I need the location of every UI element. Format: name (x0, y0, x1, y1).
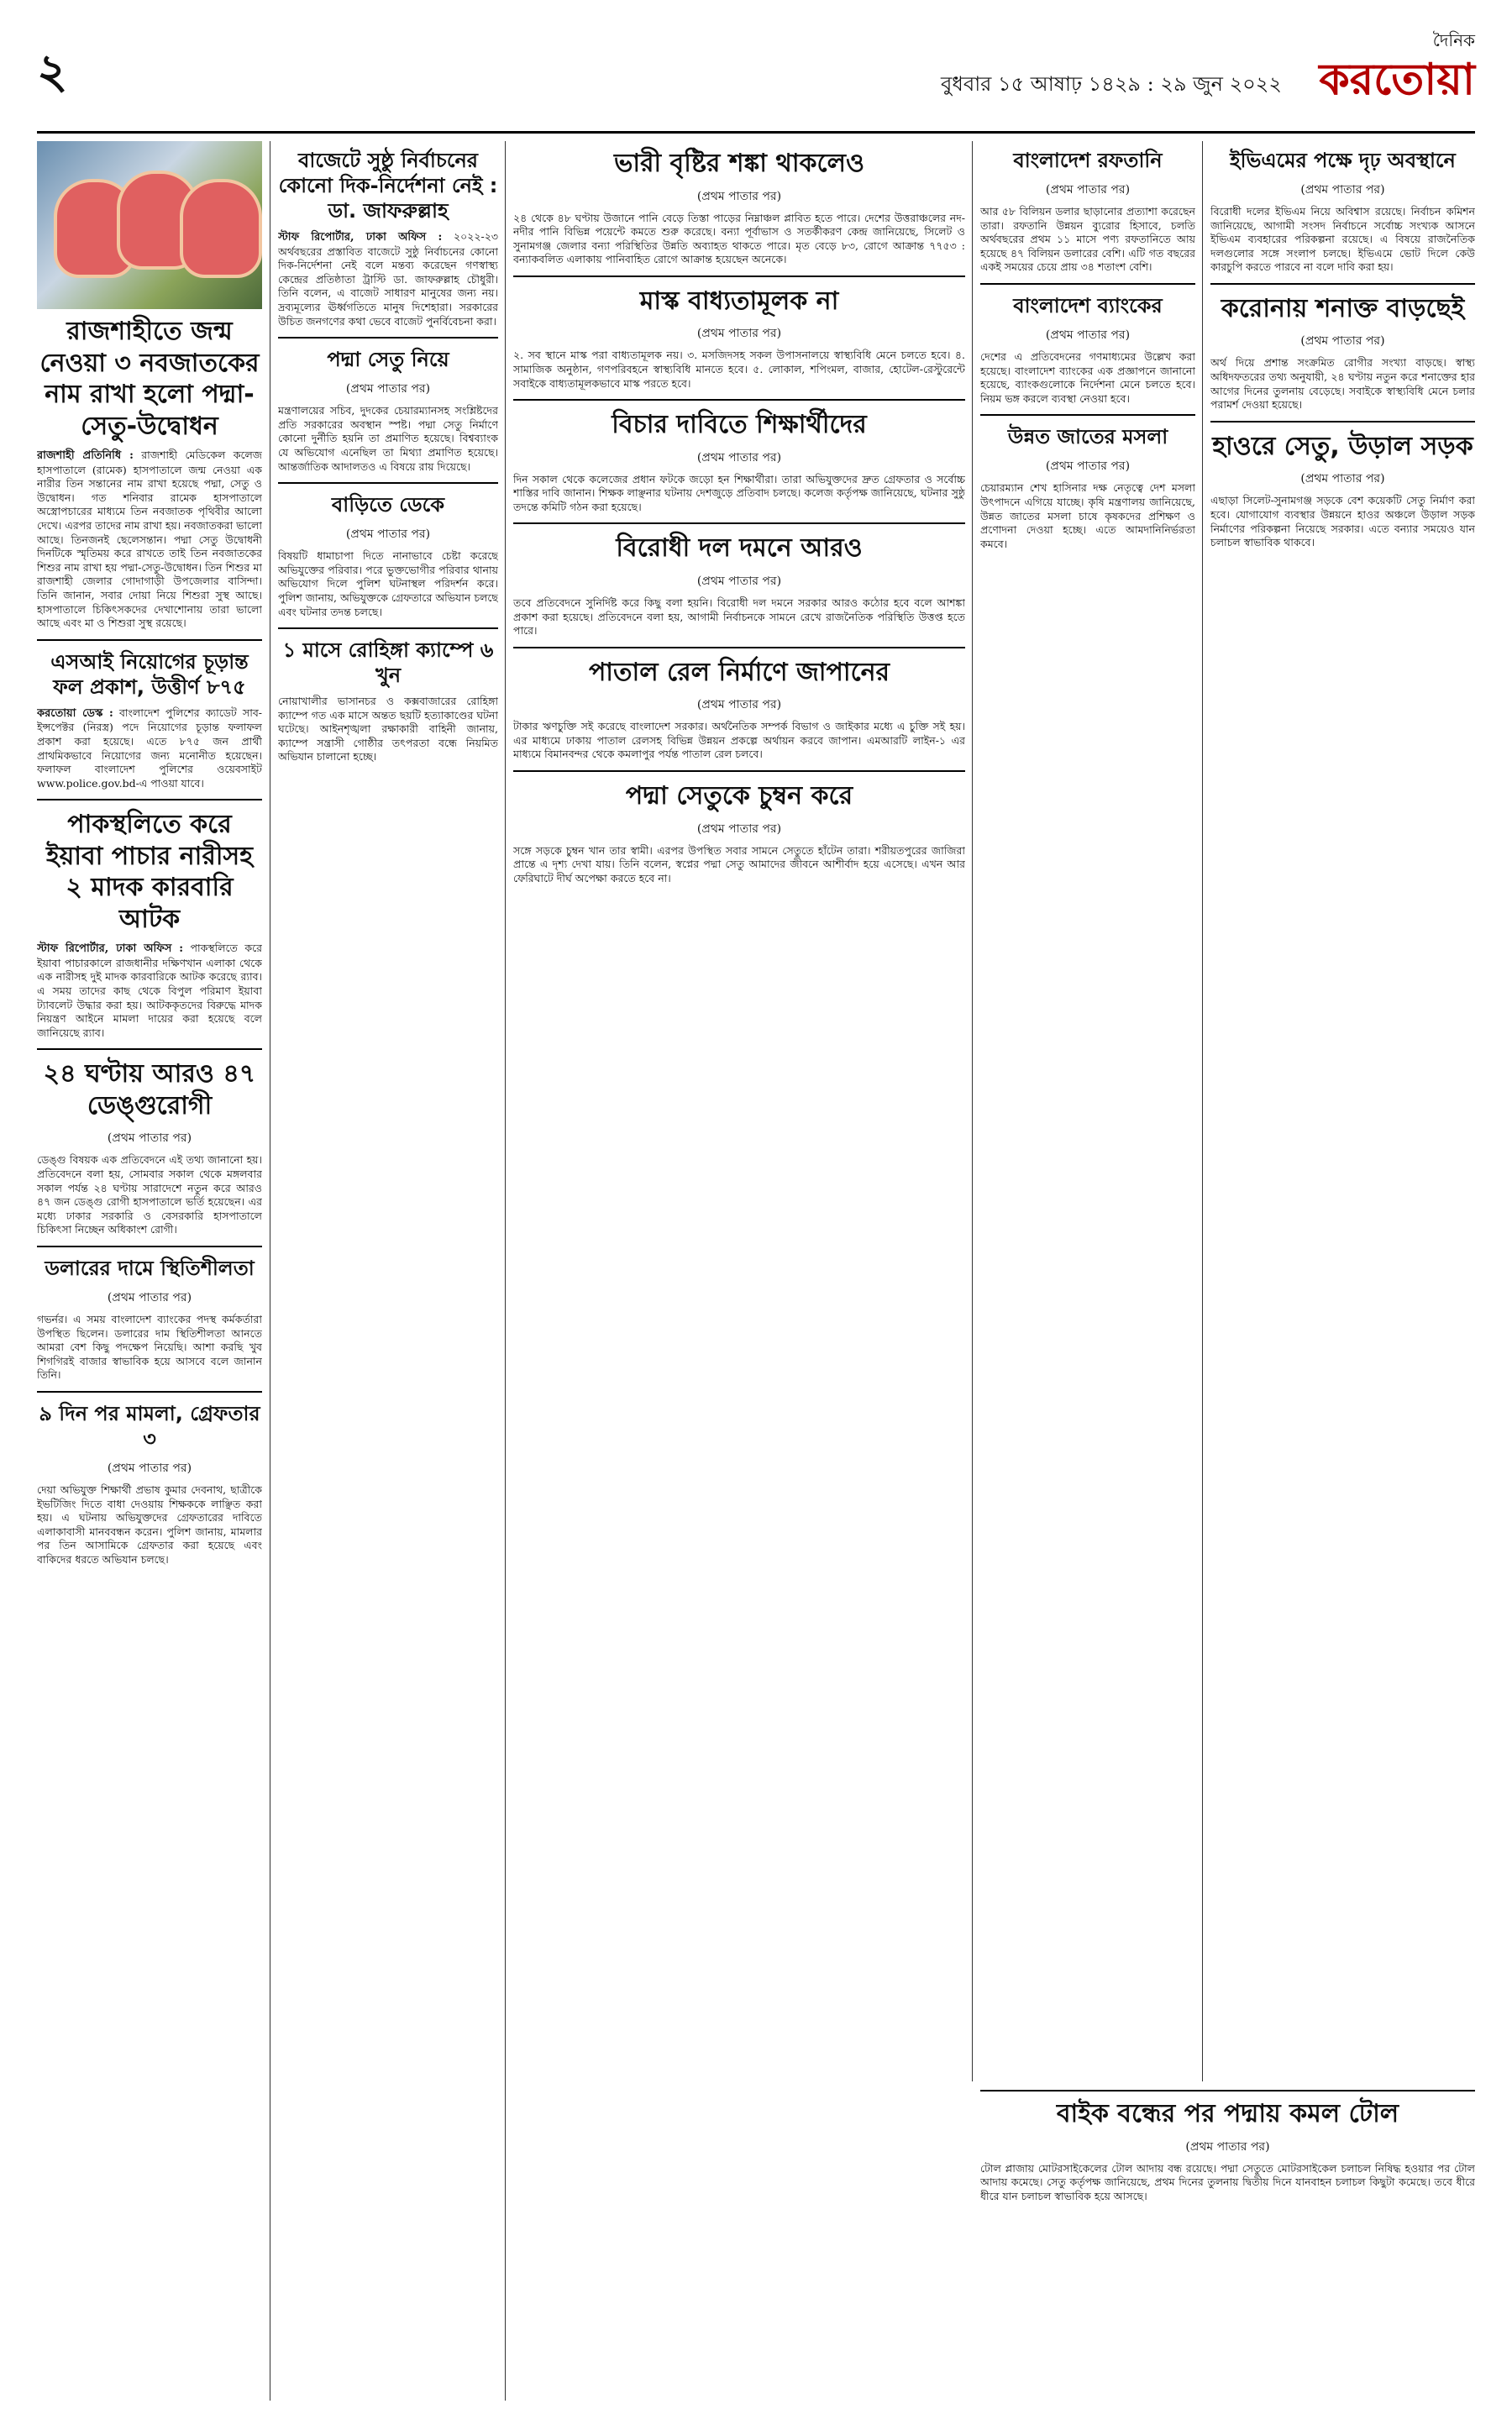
headline: করোনায় শনাক্ত বাড়ছেই (1221, 293, 1465, 323)
headline: পদ্মা সেতু নিয়ে (327, 348, 449, 372)
column-rule (505, 141, 506, 2401)
masthead (37, 24, 1475, 134)
continued-note: (প্রথম পাতার পর) (1045, 328, 1131, 342)
bottom-story (980, 2090, 1475, 2402)
column-rule (1202, 141, 1203, 2081)
continued-note: (প্রথম পাতার পর) (696, 189, 782, 203)
article-body: গভর্নর। এ সময় বাংলাদেশ ব্যাংকের পদস্থ কর্মকর্তারা উপস্থিত ছিলেন। ডলারের দাম স্থিতিশীলতা আনতে আমরা বেশ কিছু পদক্ষেপ নিয়েছি। আশা করছি খুব শিগগিরই বাজার স্বাভাবিক হয়ে আসবে বলে জানান তিনি। (37, 1313, 262, 1382)
article-body: এছাড়া সিলেট-সুনামগঞ্জ সড়কে বেশ কয়েকটি সেতু নির্মাণ করা হবে। যোগাযোগ ব্যবস্থার উন্নয়নে হাওর অঞ্চলে উড়াল সড়ক নির্মাণের পরিকল্পনা নিয়েছে সরকার। এতে বন্যার সময়েও যান চলাচল স্বাভাবিক থাকবে। (1210, 494, 1475, 549)
headline: বিচার দাবিতে শিক্ষার্থীদের (612, 410, 867, 440)
page-number: ২ (37, 44, 68, 99)
newborn-photo (37, 141, 262, 309)
article-body: দিন সকাল থেকে কলেজের প্রধান ফটকে জড়ো হন শিক্ষার্থীরা। তারা অভিযুক্তদের দ্রুত গ্রেফতার ও সর্বোচ্চ শাস্তির দাবি জানান। শিক্ষক লাঞ্ছনার ঘটনায় দেশজুড়ে প্রতিবাদ চলছে। কলেজ কর্তৃপক্ষ জানিয়েছে, ঘটনার সুষ্ঠু তদন্তে কমিটি গঠন করা হয়েছে। (513, 472, 965, 513)
continued-note: (প্রথম পাতার পর) (696, 698, 782, 712)
newspaper-page (37, 24, 1475, 2409)
article-body: বিষয়টি ধামাচাপা দিতে নানাভাবে চেষ্টা করেছে অভিযুক্তের পরিবার। পরে ভুক্তভোগীর পরিবার থানায় অভিযোগ দিলে পুলিশ ঘটনাস্থল পরিদর্শন করে। পুলিশ জানায়, অভিযুক্তকে গ্রেফতারে অভিযান চলছে এবং ঘটনার তদন্ত চলছে। (278, 549, 498, 618)
logo-top: দৈনিক (1432, 30, 1475, 50)
headline: পদ্মা সেতুকে চুম্বন করে (625, 781, 853, 811)
article-body: বিরোধী দলের ইভিএম নিয়ে অবিশ্বাস রয়েছে। নির্বাচন কমিশন জানিয়েছে, আগামী সংসদ নির্বাচনে সর্বোচ্চ সংখ্যক আসনে ইভিএম ব্যবহারের পরিকল্পনা রয়েছে। এ বিষয়ে রাজনৈতিক দলগুলোর সঙ্গে সংলাপ চলছে। ইভিএমে ভোট দিলে কেউ কারচুপি করতে পারবে না বলে দাবি করা হয়। (1210, 205, 1475, 274)
article-body: নোয়াখালীর ভাসানচর ও কক্সবাজারের রোহিঙ্গা ক্যাম্পে গত এক মাসে অন্তত ছয়টি হত্যাকাণ্ডের ঘটনা ঘটেছে। আইনশৃঙ্খলা রক্ষাকারী বাহিনী জানায়, ক্যাম্পে সন্ত্রাসী গোষ্ঠীর তৎপরতা বন্ধে নিয়মিত অভিযান চালানো হচ্ছে। (278, 695, 498, 764)
headline: ইভিএমের পক্ষে দৃঢ় অবস্থানে (1230, 149, 1456, 172)
article-body: ২৪ থেকে ৪৮ ঘণ্টায় উজানে পানি বেড়ে তিস্তা পাড়ের নিম্নাঞ্চল প্লাবিত হতে পারে। দেশের উত্তরাঞ্চলের নদ-নদীর পানি বিভিন্ন পয়েন্টে কমতে শুরু করেছে। বন্যা পূর্বাভাস ও সতর্কীকরণ কেন্দ্র জানিয়েছে, সিলেট ও সুনামগঞ্জ জেলার বন্যা পরিস্থিতির উন্নতি অব্যাহত থাকতে পারে। মৃত বেড়ে ৮৩, রোগে আক্রান্ত ৭৭৫৩ : বন্যাকবলিত এলাকায় পানিবাহিত রোগে আক্রান্ত হয়েছেন অনেকে। (513, 211, 965, 266)
headline: ১ মাসে রোহিঙ্গা ক্যাম্পে ৬ খুন (282, 638, 494, 688)
byline: স্টাফ রিপোর্টার, ঢাকা অফিস : (278, 231, 443, 244)
continued-note: (প্রথম পাতার পর) (107, 1461, 192, 1475)
headline: বাংলাদেশ রফতানি (1013, 149, 1163, 172)
article-body: সঙ্গে সড়কে চুম্বন খান তার স্বামী। এরপর উপস্থিত সবার সামনে সেতুতে হাঁটেন তারা। শরীয়তপুরের জাজিরা প্রান্তে এ দৃশ্য দেখা যায়। তিনি বলেন, স্বপ্নের পদ্মা সেতু আমাদের জীবনে আশীর্বাদ হয়ে এসেছে। এখন আর ফেরিঘাটে দীর্ঘ অপেক্ষা করতে হবে না। (513, 843, 965, 884)
continued-note: (প্রথম পাতার পর) (696, 821, 782, 836)
article-body: অর্থ দিয়ে প্রশান্ত সংক্রমিত রোগীর সংখ্যা বাড়ছে। স্বাস্থ্য অধিদফতরের তথ্য অনুযায়ী, ২৪ ঘণ্টায় নতুন করে শনাক্তের হার আগের দিনের তুলনায় বেড়েছে। সবাইকে স্বাস্থ্যবিধি মেনে চলার পরামর্শ দেওয়া হয়েছে। (1210, 356, 1475, 412)
headline: রাজশাহীতে জন্ম নেওয়া ৩ নবজাতকের নাম রাখা হলো পদ্মা-সেতু-উদ্বোধন (39, 317, 260, 441)
article-body: টাকার ঋণচুক্তি সই করেছে বাংলাদেশ সরকার। অর্থনৈতিক সম্পর্ক বিভাগ ও জাইকার মধ্যে এ চুক্তি সই হয়। এর মাধ্যমে ঢাকায় পাতাল রেলসহ বিভিন্ন উন্নয়ন প্রকল্পে অর্থায়ন করবে জাপান। এমআরটি লাইন-১ এর মাধ্যমে বিমানবন্দর থেকে কমলাপুর পর্যন্ত পাতাল রেল চলবে। (513, 720, 965, 761)
continued-note: (প্রথম পাতার পর) (696, 574, 782, 588)
byline: করতোয়া ডেস্ক : (37, 706, 113, 720)
continued-note: (প্রথম পাতার পর) (696, 327, 782, 341)
article-body: টোল প্লাজায় মোটরসাইকেলের টোল আদায় বন্ধ রয়েছে। পদ্মা সেতুতে মোটরসাইকেল চলাচল নিষিদ্ধ হওয়ার পর টোল আদায় কমেছে। সেতু কর্তৃপক্ষ জানিয়েছে, প্রথম দিনের তুলনায় দ্বিতীয় দিনে যানবাহন চলাচল কিছুটা কমেছে। তবে ধীরে ধীরে যান চলাচল স্বাভাবিক হয়ে আসছে। (980, 2161, 1475, 2202)
headline: ৯ দিন পর মামলা, গ্রেফতার ৩ (39, 1401, 260, 1451)
article-body: আর ৫৮ বিলিয়ন ডলার ছাড়ানোর প্রত্যাশা করেছেন তারা। রফতানি উন্নয়ন ব্যুরোর হিসাবে, চলতি অর্থবছরের প্রথম ১১ মাসে পণ্য রফতানিতে আয় হয়েছে ৪৭ বিলিয়ন ডলারের বেশি। এটি গত বছরের একই সময়ের চেয়ে প্রায় ৩৪ শতাংশ বেশি। (980, 205, 1195, 274)
headline: এসআই নিয়োগের চূড়ান্ত ফল প্রকাশ, উত্তীর্ণ ৮৭৫ (50, 649, 249, 699)
headline: বিরোধী দল দমনে আরও (616, 533, 863, 564)
article-body: দেয়া অভিযুক্ত শিক্ষার্থী প্রভাষ কুমার দেবনাথ, ছাত্রীকে ইভটিজিং দিতে বাধা দেওয়ায় শিক্ষককে লাঞ্ছিত করা হয়। এ ঘটনায় অভিযুক্তদের গ্রেফতারের দাবিতে এলাকাবাসী মানববন্ধন করেন। পুলিশ জানায়, মামলার পর তিন আসামিকে গ্রেফতার করা হয়েছে এবং বাকিদের ধরতে অভিযান চলছে। (37, 1483, 262, 1566)
column-3-4 (513, 141, 965, 2401)
article-body: বাংলাদেশ পুলিশের ক্যাডেট সাব-ইন্সপেক্টর (নিরস্ত্র) পদে নিয়োগের চূড়ান্ত ফলাফল প্রকাশ করা হয়েছে। এতে ৮৭৫ জন প্রার্থী প্রাথমিকভাবে নিয়োগের জন্য মনোনীত হয়েছেন। ফলাফল বাংলাদেশ পুলিশের ওয়েবসাইট www.police.gov.bd-এ পাওয়া যাবে। (37, 706, 262, 790)
continued-note: (প্রথম পাতার পর) (107, 1291, 192, 1304)
date-line: বুধবার ১৫ আষাঢ় ১৪২৯ : ২৯ জুন ২০২২ (941, 72, 1282, 96)
headline: হাওরে সেতু, উড়াল সড়ক (1212, 431, 1473, 461)
logo-name: করতোয়া (1319, 54, 1475, 105)
headline: বাড়িতে ডেকে (331, 493, 445, 517)
headline: ২৪ ঘণ্টায় আরও ৪৭ ডেঙ্গুরোগী (43, 1059, 256, 1121)
byline: রাজশাহী প্রতিনিধি : (37, 449, 134, 462)
continued-note: (প্রথম পাতার পর) (1300, 183, 1385, 197)
column-1 (37, 141, 262, 2401)
continued-note: (প্রথম পাতার পর) (107, 1131, 192, 1146)
article-body: চেয়ারম্যান শেখ হাসিনার দক্ষ নেতৃত্বে দেশ মসলা উৎপাদনে এগিয়ে যাচ্ছে। কৃষি মন্ত্রণালয় জানিয়েছে, উন্নত জাতের মসলা চাষে কৃষকদের প্রশিক্ষণ ও প্রণোদনা দেওয়া হচ্ছে। এতে আমদানিনির্ভরতা কমবে। (980, 481, 1195, 550)
continued-note: (প্রথম পাতার পর) (345, 527, 431, 542)
continued-note: (প্রথম পাতার পর) (345, 382, 431, 396)
column-5 (980, 141, 1195, 2073)
article-body: দেশের এ প্রতিবেদনের গণমাধ্যমের উল্লেখ করা হয়েছে। বাংলাদেশ ব্যাংকের এক প্রজ্ঞাপনে জানানো হয়েছে, ব্যাংকগুলোকে নির্দেশনা মেনে চলতে হবে। নিয়ম ভঙ্গ করলে ব্যবস্থা নেওয়া হবে। (980, 349, 1195, 405)
column-6 (1210, 141, 1475, 2073)
column-rule (972, 141, 973, 2081)
continued-note: (প্রথম পাতার পর) (696, 450, 782, 464)
headline: বাংলাদেশ ব্যাংকের (1013, 293, 1163, 318)
byline: স্টাফ রিপোর্টার, ঢাকা অফিস : (37, 942, 184, 956)
headline: উন্নত জাতের মসলা (1007, 425, 1168, 449)
headline: বাইক বন্ধের পর পদ্মায় কমল টোল (1056, 2099, 1399, 2128)
headline: পাতাল রেল নির্মাণে জাপানের (588, 657, 890, 687)
continued-note: (প্রথম পাতার পর) (1300, 334, 1385, 349)
headline: মাস্ক বাধ্যতামূলক না (639, 286, 839, 316)
continued-note: (প্রথম পাতার পর) (1045, 459, 1131, 474)
article-body: রাজশাহী মেডিকেল কলেজ হাসপাতালে (রামেক) হাসপাতালে জন্ম নেওয়া এক নারীর তিন সন্তানের নাম রাখা হয়েছে পদ্মা, সেতু ও উদ্বোধন। গত শনিবার রামেক হাসপাতালে অস্ত্রোপচারের মাধ্যমে তিন নবজাতক পৃথিবীর আলো দেখে। এরপর তাদের নাম রাখা হয়। নবজাতকরা ভালো আছে। তিনজনই ছেলেসন্তান। পদ্মা সেতু উদ্বোধনী দিনটিকে স্মৃতিময় করে রাখতে তাই তিন নবজাতকের শিশুর নাম রাখা হয় পদ্মা-সেতু-উদ্বোধন। তিন শিশুর মা রাজশাহী জেলার গোদাগাড়ী উপজেলার বাসিন্দা। তিনি জানান, সবার দোয়া নিয়ে শিশুরা সুস্থ আছে। হাসপাতালে চিকিৎসকদের দেখাশোনায় তারা ভালো আছে এবং মা ও শিশুরা সুস্থ রয়েছে। (37, 449, 262, 630)
article-body: ডেঙ্গু বিষয়ক এক প্রতিবেদনে এই তথ্য জানানো হয়। প্রতিবেদনে বলা হয়, সোমবার সকাল থেকে মঙ্গলবার সকাল পর্যন্ত ২৪ ঘণ্টায় সারাদেশে নতুন করে আরও ৪৭ জন ডেঙ্গু রোগী হাসপাতালে ভর্তি হয়েছেন। এর মধ্যে ঢাকার সরকারি ও বেসরকারি হাসপাতালে চিকিৎসা নিচ্ছেন অধিকাংশ রোগী। (37, 1153, 262, 1236)
newspaper-logo (1299, 29, 1475, 113)
continued-note: (প্রথম পাতার পর) (1185, 2139, 1270, 2154)
headline: ডলারের দামে স্থিতিশীলতা (45, 1257, 255, 1280)
column-2 (278, 141, 498, 2401)
article-body: মন্ত্রণালয়ের সচিব, দুদকের চেয়ারম্যানসহ সংশ্লিষ্টদের প্রতি সরকারের অবস্থান স্পষ্ট। পদ্মা সেতু নির্মাণে কোনো দুর্নীতি হয়নি তা প্রমাণিত হয়েছে। বিশ্বব্যাংক যে অভিযোগ এনেছিল তা মিথ্যা প্রমাণিত হয়েছে। আন্তর্জাতিক আদালতও এ বিষয়ে রায় দিয়েছে। (278, 404, 498, 473)
headline: পাকস্থলিতে করে ইয়াবা পাচার নারীসহ ২ মাদক কারবারি আটক (46, 810, 253, 934)
article-body: ২. সব স্থানে মাস্ক পরা বাধ্যতামূলক নয়। ৩. মসজিদসহ সকল উপাসনালয়ে স্বাস্থ্যবিধি মেনে চলতে হবে। ৪. সামাজিক অনুষ্ঠান, গণপরিবহনে স্বাস্থ্যবিধি মানতে হবে। ৫. লোকাল, শপিংমল, বাজার, হোটেল-রেস্টুরেন্টে সবাইকে বাধ্যতামূলকভাবে মাস্ক পরতে হবে। (513, 349, 965, 390)
article-body: ২০২২-২৩ অর্থবছরের প্রস্তাবিত বাজেটে সুষ্ঠু নির্বাচনের কোনো দিক-নির্দেশনা নেই বলে মন্তব্য করেছেন গণস্বাস্থ্য কেন্দ্রের প্রতিষ্ঠাতা ট্রাস্টি ডা. জাফরুল্লাহ চৌধুরী। তিনি বলেন, এ বাজেট সাধারণ মানুষের জন্য নয়। দ্রব্যমূল্যের ঊর্ধ্বগতিতে মানুষ দিশেহারা। সরকারের উচিত জনগণের কথা ভেবে বাজেট পুনর্বিবেচনা করা। (278, 230, 498, 328)
article-body: পাকস্থলিতে করে ইয়াবা পাচারকালে রাজধানীর দক্ষিণখান এলাকা থেকে এক নারীসহ দুই মাদক কারবারিকে আটক করেছে র‍্যাব। এ সময় তাদের কাছ থেকে বিপুল পরিমাণ ইয়াবা ট্যাবলেট উদ্ধার করা হয়। আটককৃতদের বিরুদ্ধে মাদক নিয়ন্ত্রণ আইনে মামলা দায়ের করা হয়েছে বলে জানিয়েছে র‍্যাব। (37, 942, 262, 1039)
article-body: তবে প্রতিবেদনে সুনির্দিষ্ট করে কিছু বলা হয়নি। বিরোধী দল দমনে সরকার আরও কঠোর হবে বলে আশঙ্কা প্রকাশ করা হয়েছে। প্রতিবেদনে বলা হয়, আগামী নির্বাচনকে সামনে রেখে রাজনৈতিক পরিস্থিতি উত্তপ্ত হতে পারে। (513, 596, 965, 638)
headline: ভারী বৃষ্টির শঙ্কা থাকলেও (613, 149, 865, 178)
headline: বাজেটে সুষ্ঠু নির্বাচনের কোনো দিক-নির্দেশনা নেই : ডা. জাফরুল্লাহ (278, 149, 498, 223)
continued-note: (প্রথম পাতার পর) (1300, 472, 1385, 486)
continued-note: (প্রথম পাতার পর) (1045, 183, 1131, 197)
